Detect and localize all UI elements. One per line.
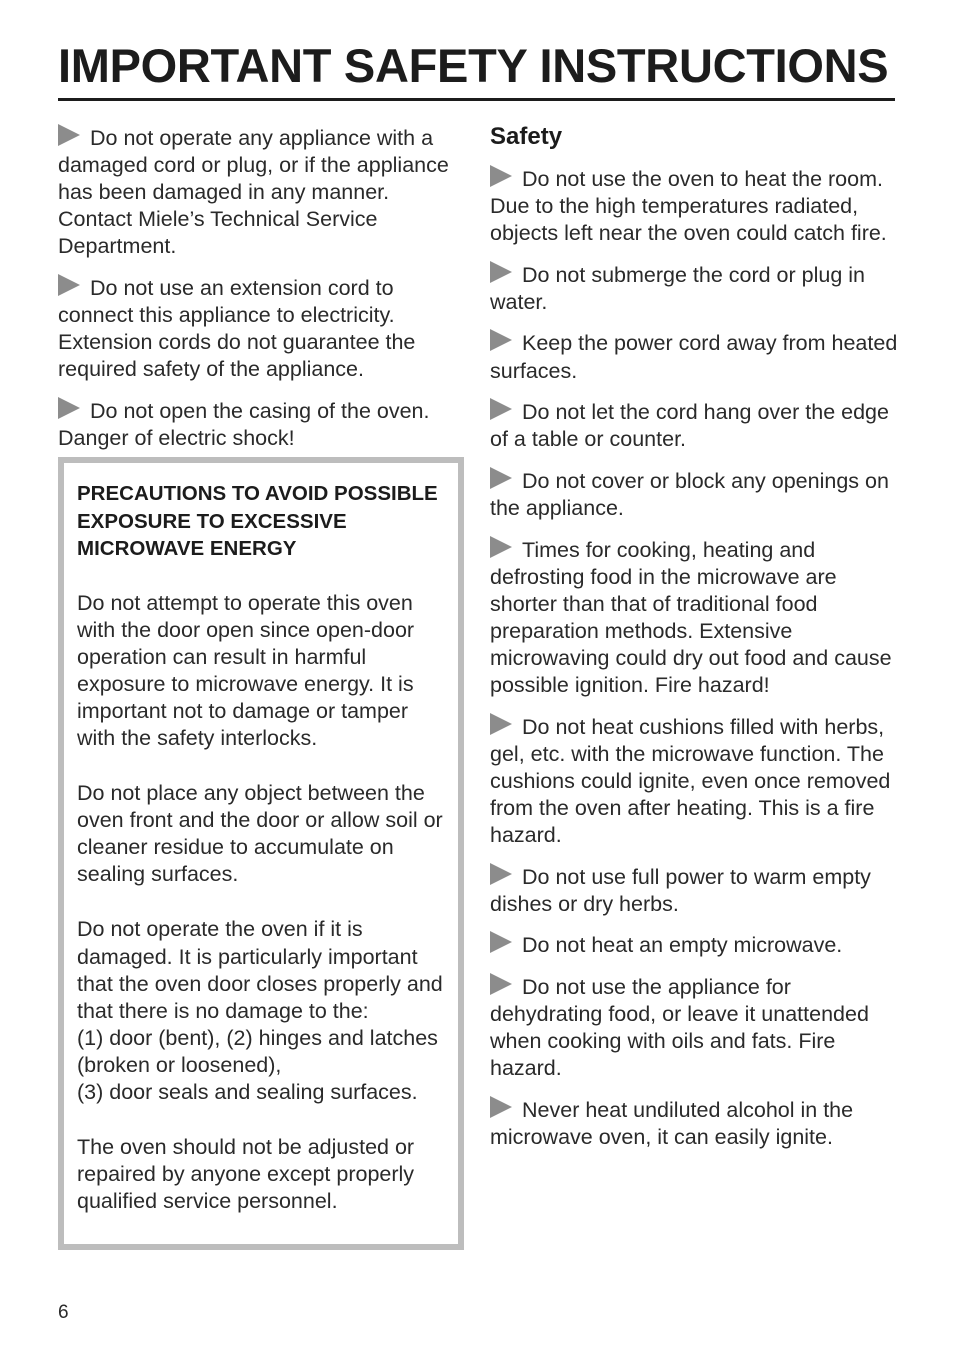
page-number: 6: [58, 1302, 69, 1323]
bullet-item: [490, 467, 900, 522]
title-divider: [58, 98, 895, 101]
triangle-right-icon: [58, 274, 80, 296]
safety-heading: Safety: [490, 123, 563, 150]
bullet-item: [490, 713, 900, 849]
triangle-right-icon: [490, 165, 512, 187]
bullet-item: [490, 1096, 900, 1151]
precautions-paragraph: The oven should not be adjusted or repaired by anyone except properly qualified service personnel.: [77, 1135, 415, 1214]
bullet-item: [490, 973, 900, 1082]
triangle-right-icon: [490, 467, 512, 489]
triangle-right-icon: [490, 863, 512, 885]
left-column: [58, 124, 468, 466]
bullet-item: [490, 931, 900, 959]
bullet-text: Do not let the cord hang over the edge of a table or counter.: [490, 400, 889, 452]
bullet-text: Keep the power cord away from heated surfaces.: [490, 331, 898, 383]
page-title: IMPORTANT SAFETY INSTRUCTIONS: [58, 39, 889, 92]
triangle-right-icon: [490, 329, 512, 351]
triangle-right-icon: [58, 397, 80, 419]
bullet-text: Never heat undiluted alcohol in the microwave oven, it can easily ignite.: [490, 1097, 854, 1149]
bullet-item: [490, 165, 900, 247]
triangle-right-icon: [490, 398, 512, 420]
triangle-right-icon: [490, 713, 512, 735]
precautions-paragraph: Do not attempt to operate this oven with the door open since open-door operation can result in harmful exposure to microwave energy. It is important not to damage or tamper with the safety interlocks.: [77, 590, 415, 750]
bullet-text: Do not use the appliance for dehydrating food, or leave it unattended when cooking with oils and fats. Fire hazard.: [490, 974, 869, 1081]
bullet-text: Times for cooking, heating and defrosting food in the microwave are shorter than that of traditional food preparation methods. Extensive microwaving could dry out food and cause possible ignition. Fire hazard!: [490, 537, 892, 697]
bullet-text: Do not heat an empty microwave.: [522, 933, 843, 958]
bullet-item: [58, 274, 468, 383]
bullet-item: [58, 397, 468, 452]
bullet-item: [490, 329, 900, 384]
bullet-item: [490, 863, 900, 918]
right-column: [490, 124, 900, 1164]
triangle-right-icon: [490, 1096, 512, 1118]
precautions-paragraph: Do not operate the oven if it is damaged. It is particularly important that the oven door closes properly and that there is no damage to the: (1) door (bent), (2) hinges and latches (broken or loosened), (3) door seals and sealing surfaces.: [77, 917, 443, 1104]
triangle-right-icon: [490, 536, 512, 558]
precautions-box: [58, 457, 464, 1250]
bullet-text: Do not operate any appliance with a damaged cord or plug, or if the appliance has been damaged in any manner. Contact Miele’s Technical Service Department.: [58, 126, 449, 259]
triangle-right-icon: [490, 931, 512, 953]
bullet-item: [490, 398, 900, 453]
triangle-right-icon: [58, 124, 80, 146]
bullet-item: [490, 536, 900, 700]
bullet-item: [490, 261, 900, 316]
bullet-text: Do not cover or block any openings on the appliance.: [490, 468, 889, 520]
bullet-text: Do not submerge the cord or plug in water.: [490, 262, 866, 314]
triangle-right-icon: [490, 973, 512, 995]
triangle-right-icon: [490, 261, 512, 283]
bullet-text: Do not use the oven to heat the room. Due to the high temperatures radiated, objects left near the oven could catch fire.: [490, 167, 887, 246]
precautions-heading: PRECAUTIONS TO AVOID POSSIBLE EXPOSURE TO EXCESSIVE MICROWAVE ENERGY: [77, 482, 438, 560]
bullet-text: Do not heat cushions filled with herbs, gel, etc. with the microwave function. The cushions could ignite, even once removed from the oven after heating. This is a fire hazard.: [490, 714, 891, 847]
bullet-text: Do not use an extension cord to connect this appliance to electricity. Extension cords do not guarantee the required safety of the appliance.: [58, 275, 416, 382]
bullet-text: Do not use full power to warm empty dishes or dry herbs.: [490, 864, 871, 916]
bullet-text: Do not open the casing of the oven. Danger of electric shock!: [58, 398, 430, 450]
precautions-paragraph: Do not place any object between the oven front and the door or allow soil or cleaner residue to accumulate on sealing surfaces.: [77, 781, 443, 887]
bullet-item: [58, 124, 468, 260]
